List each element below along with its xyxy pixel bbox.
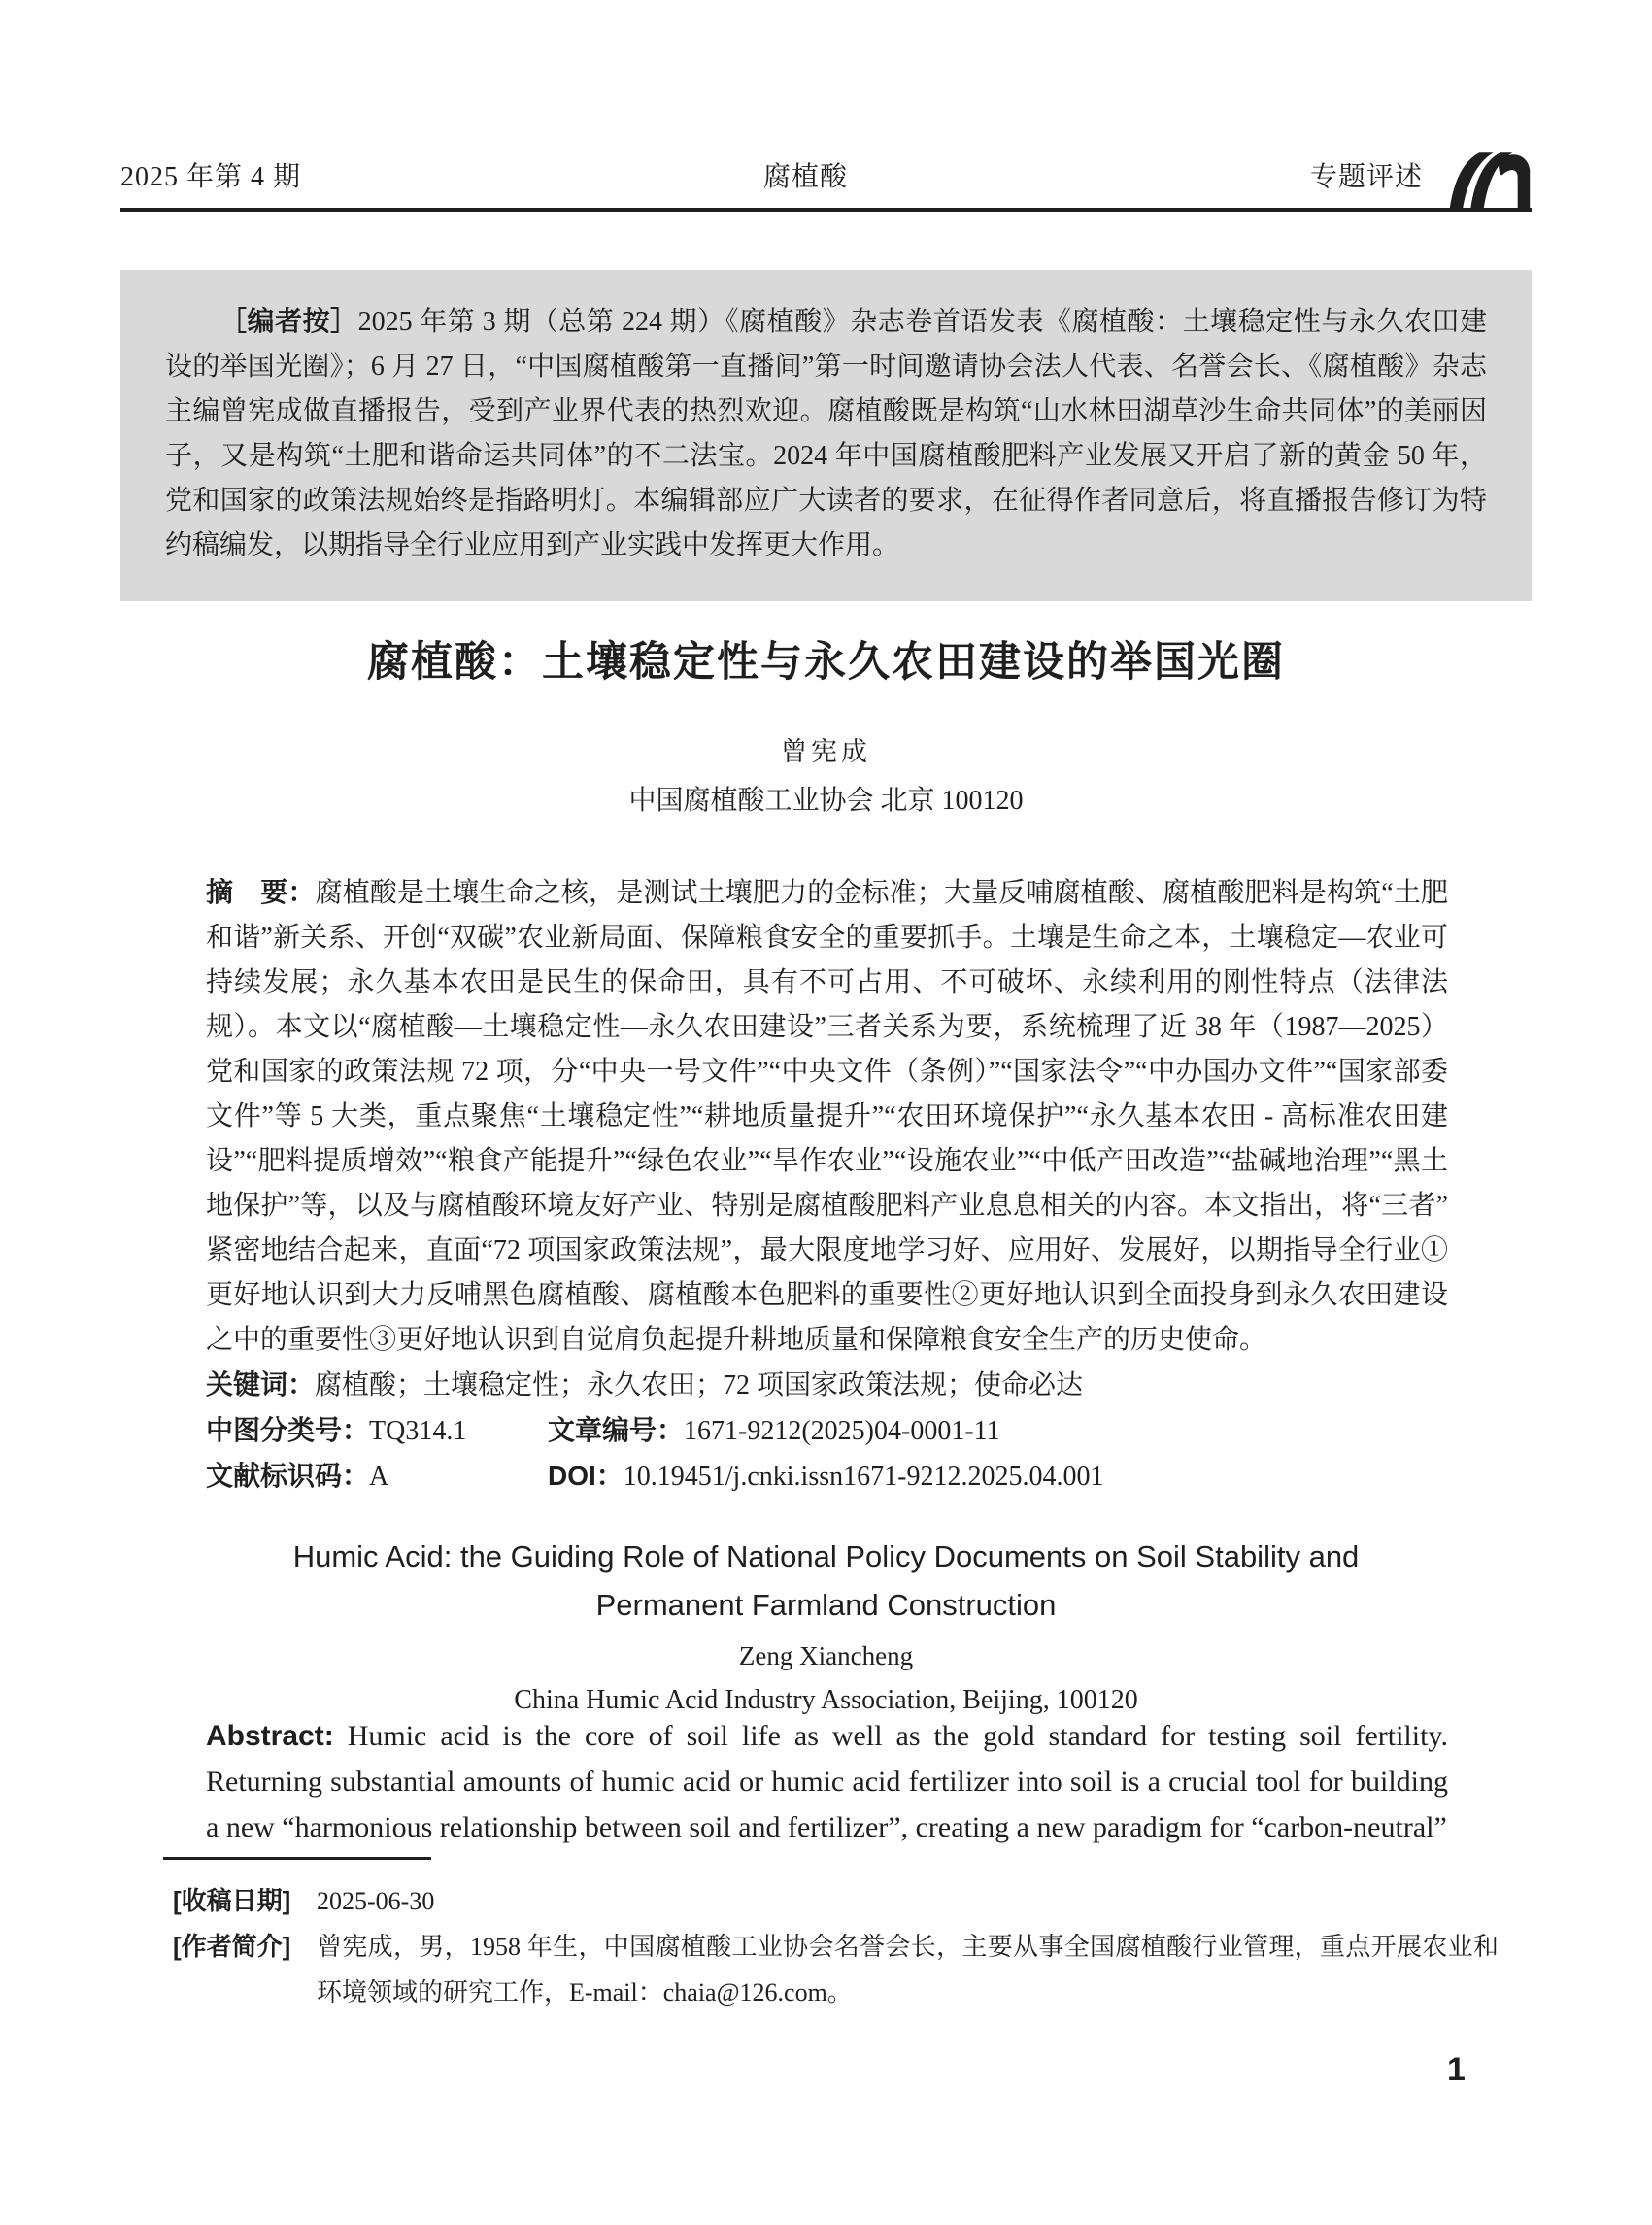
editor-note-text: 2025 年第 3 期（总第 224 期）《腐植酸》杂志卷首语发表《腐植酸：土壤稳定性与永久农田建设的举国光圈》；6 月 27 日，“中国腐植酸第一直播间”第一时间邀请协会法人代表、名誉会长、《腐植酸》杂志主编曾宪成做直播报告，受到产业界代表的热烈欢迎。腐植酸既是构筑“山水林田湖草沙生命共同体”的美丽因子，又是构筑“土肥和谐命运共同体”的不二法宝。2024 年中国腐植酸肥料产业发展又开启了新的黄金 50 年，党和国家的政策法规始终是指路明灯。本编辑部应广大读者的要求，在征得作者同意后，将直播报告修订为特约稿编发，以期指导全行业应用到产业实践中发挥更大作用。	[165, 307, 1487, 560]
en-abstract-block	[206, 1713, 1448, 1850]
doc-code-label: 文献标识码：	[206, 1461, 370, 1491]
page-number: 1	[1447, 2051, 1466, 2088]
abstract-cn-label: 摘 要：	[206, 877, 316, 907]
keywords-line	[206, 1363, 1448, 1408]
keywords-text: 腐植酸；土壤稳定性；永久农田；72 项国家政策法规；使命必达	[315, 1370, 1084, 1400]
received-date-value: 2025-06-30	[317, 1887, 435, 1915]
author-en: Zeng Xiancheng	[738, 1641, 914, 1670]
footnotes	[173, 1878, 1499, 2015]
journal-name: 腐植酸	[762, 162, 848, 192]
page-header	[120, 144, 1532, 212]
keywords-label: 关键词：	[206, 1369, 316, 1399]
affiliation-en: China Humic Acid Industry Association, Beijing, 100120	[514, 1685, 1138, 1715]
doc-code-value: A	[369, 1462, 389, 1492]
editor-note-paragraph	[165, 299, 1487, 568]
article-no-value: 1671-9212(2025)04-0001-11	[684, 1416, 1000, 1446]
author-cn: 曾宪成	[781, 737, 871, 766]
article-no-label: 文章编号：	[548, 1415, 685, 1445]
abstract-en-paragraph	[206, 1713, 1448, 1850]
meta-row-2	[206, 1454, 1448, 1500]
journal-logo-icon	[1448, 150, 1532, 210]
abstract-en-text: Humic acid is the core of soil life as well as the gold standard for testing soil fertility. Returning substantial amounts of humic acid or humic acid fertilizer into soil is a crucial tool for building a new “harmonious relationship between soil and fertilizer”, creating a new paradigm for “carbon-neutral”	[206, 1720, 1448, 1843]
header-right-group	[1310, 150, 1532, 208]
editor-note-label: ［编者按］	[219, 306, 358, 336]
editor-note-box	[120, 270, 1532, 601]
cn-abstract-block	[206, 870, 1448, 1500]
received-date-line	[173, 1878, 1499, 1924]
meta-row-1	[206, 1408, 1448, 1454]
author-bio-label: [作者简介]	[173, 1932, 291, 1961]
affiliation-cn: 中国腐植酸工业协会 北京 100120	[628, 786, 1024, 816]
clc-label: 中图分类号：	[206, 1415, 370, 1445]
article-title-cn: 腐植酸：土壤稳定性与永久农田建设的举国光圈	[367, 639, 1285, 686]
author-bio-value: 曾宪成，男，1958 年生，中国腐植酸工业协会名誉会长，主要从事全国腐植酸行业管理，重点开展农业和环境领域的研究工作，E-mail：chaia@126.com。	[317, 1933, 1499, 2006]
english-head	[0, 1533, 1652, 1716]
doi-value: 10.19451/j.cnki.issn1671-9212.2025.04.001	[623, 1462, 1104, 1492]
abstract-cn-paragraph	[206, 870, 1448, 1363]
article-title-en-line1: Humic Acid: the Guiding Role of National Policy Documents on Soil Stability and	[292, 1539, 1360, 1573]
received-date-label: [收稿日期]	[173, 1886, 291, 1915]
abstract-en-label: Abstract:	[206, 1720, 334, 1752]
footnote-divider	[163, 1857, 431, 1860]
author-bio-line	[173, 1924, 1499, 2015]
column-label: 专题评述	[1309, 162, 1423, 192]
abstract-cn-text: 腐植酸是土壤生命之核，是测试土壤肥力的金标准；大量反哺腐植酸、腐植酸肥料是构筑“土肥和谐”新关系、开创“双碳”农业新局面、保障粮食安全的重要抓手。土壤是生命之本，土壤稳定—农业可持续发展；永久基本农田是民生的保命田，具有不可占用、不可破坏、永续利用的刚性特点（法律法规）。本文以“腐植酸—土壤稳定性—永久农田建设”三者关系为要，系统梳理了近 38 年（1987—2025）党和国家的政策法规 72 项，分“中央一号文件”“中央文件（条例）”“国家法令”“中办国办文件”“国家部委文件”等 5 大类，重点聚焦“土壤稳定性”“耕地质量提升”“农田环境保护”“永久基本农田 - 高标准农田建设”“肥料提质增效”“粮食产能提升”“绿色农业”“旱作农业”“设施农业”“中低产田改造”“盐碱地治理”“黑土地保护”等，以及与腐植酸环境友好产业、特别是腐植酸肥料产业息息相关的内容。本文指出，将“三者”紧密地结合起来，直面“72 项国家政策法规”，最大限度地学习好、应用好、发展好，以期指导全行业①更好地认识到大力反哺黑色腐植酸、腐植酸本色肥料的重要性②更好地认识到全面投身到永久农田建设之中的重要性③更好地认识到自觉肩负起提升耕地质量和保障粮食安全生产的历史使命。	[206, 878, 1448, 1355]
issue-label: 2025 年第 4 期	[120, 162, 302, 192]
clc-value: TQ314.1	[369, 1416, 467, 1446]
doi-label: DOI：	[548, 1461, 624, 1491]
article-title-en-line2: Permanent Farmland Construction	[595, 1588, 1057, 1622]
